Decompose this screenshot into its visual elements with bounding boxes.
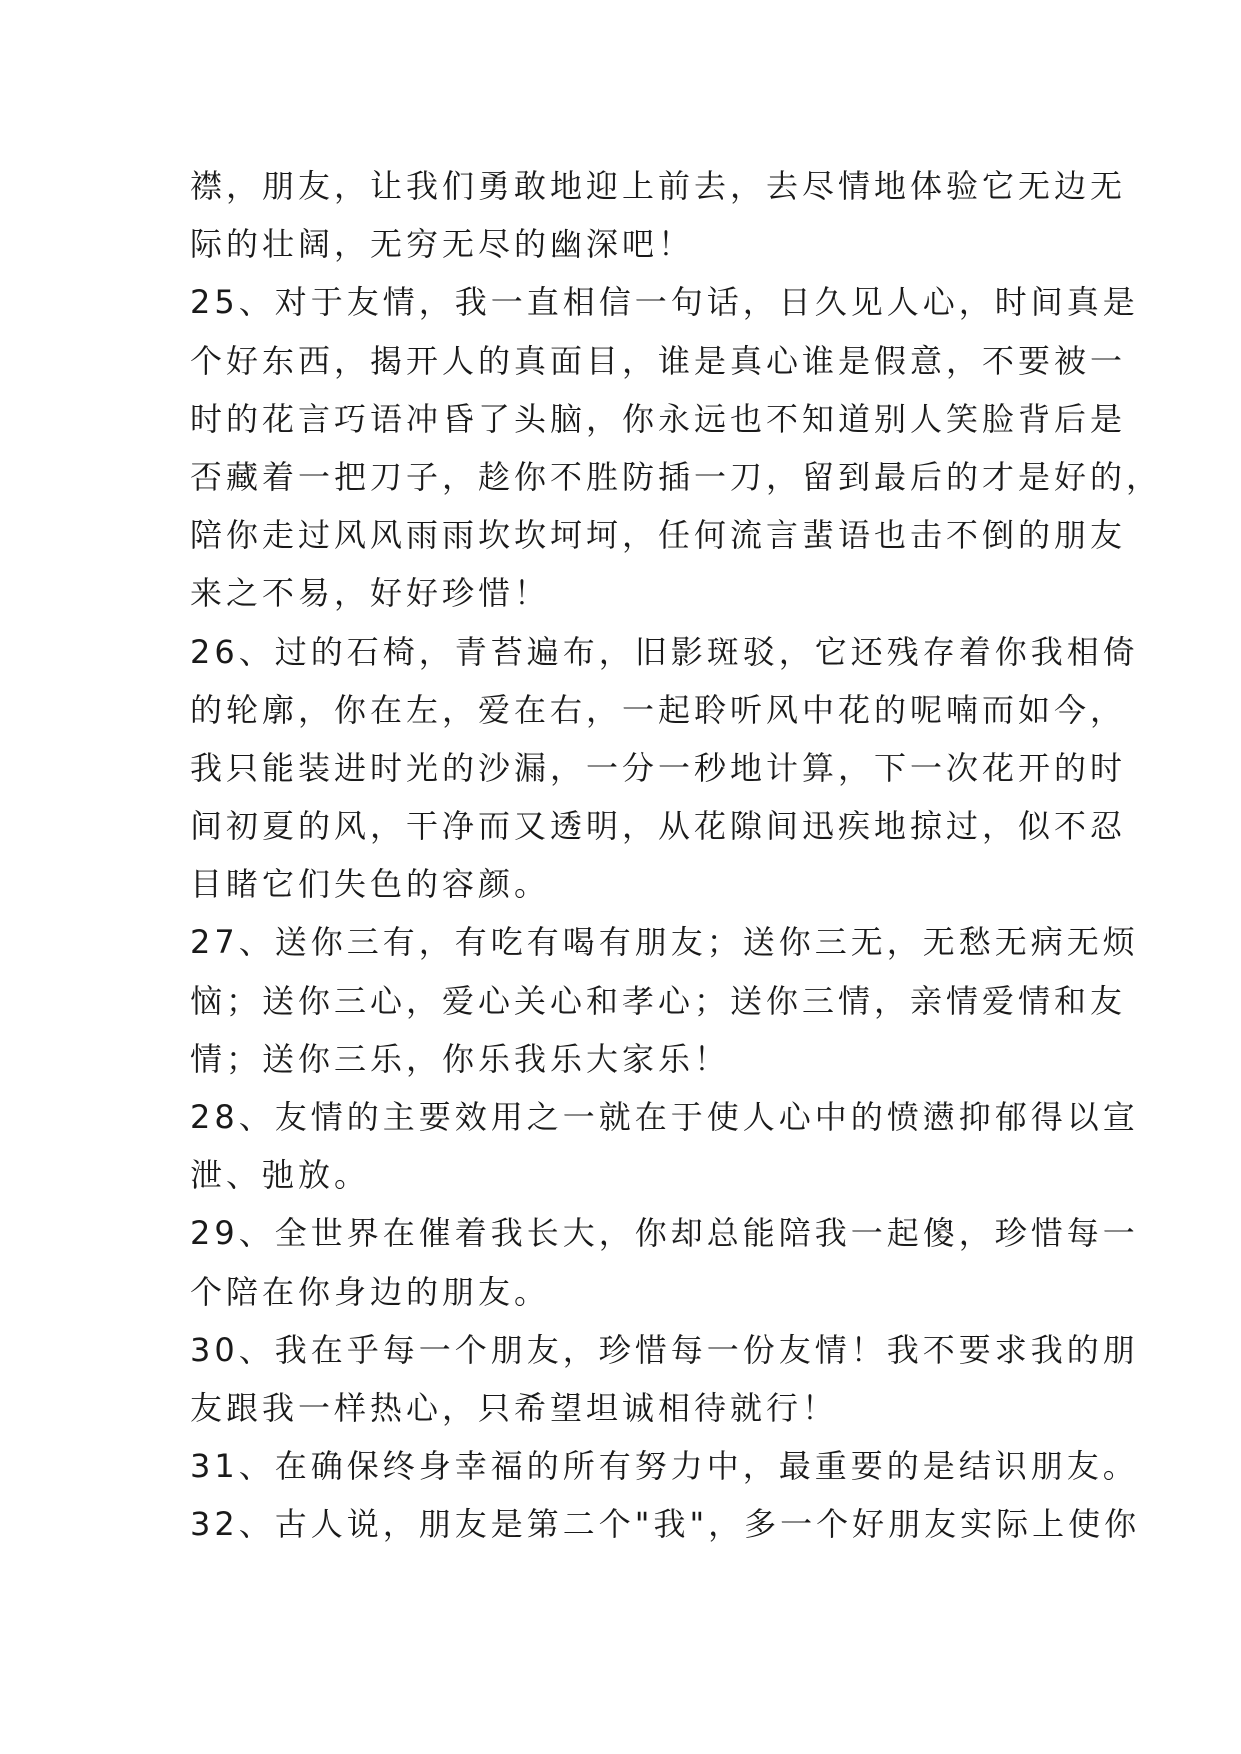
text-line: 29、全世界在催着我长大，你却总能陪我一起傻，珍惜每一	[190, 1214, 1139, 1253]
text-line: 目睹它们失色的容颜。	[190, 865, 551, 904]
document-body	[190, 157, 1163, 1554]
text-line: 个好东西，揭开人的真面目，谁是真心谁是假意，不要被一	[190, 341, 1127, 380]
text-line: 际的壮阔，无穷无尽的幽深吧！	[190, 225, 695, 264]
text-line: 32、古人说，朋友是第二个"我"，多一个好朋友实际上使你	[190, 1505, 1141, 1544]
text-line: 31、在确保终身幸福的所有努力中，最重要的是结识朋友。	[190, 1447, 1139, 1486]
text-line: 个陪在你身边的朋友。	[190, 1272, 551, 1311]
text-line: 28、友情的主要效用之一就在于使人心中的愤懑抑郁得以宣	[190, 1098, 1139, 1136]
text-line: 否藏着一把刀子，趁你不胜防插一刀，留到最后的才是好的，	[190, 457, 1163, 496]
text-line: 恼；送你三心，爱心关心和孝心；送你三情，亲情爱情和友	[190, 981, 1127, 1020]
text-line: 间初夏的风，干净而又透明，从花隙间迅疾地掠过，似不忍	[190, 807, 1127, 846]
text-line: 时的花言巧语冲昏了头脑，你永远也不知道别人笑脸背后是	[190, 399, 1127, 438]
text-line: 泄、弛放。	[190, 1156, 371, 1195]
text-line: 我只能装进时光的沙漏，一分一秒地计算，下一次花开的时	[190, 748, 1127, 787]
text-line: 的轮廓，你在左，爱在右，一起聆听风中花的呢喃而如今，	[190, 690, 1127, 729]
text-line: 友跟我一样热心，只希望坦诚相待就行！	[190, 1388, 839, 1427]
text-line: 27、送你三有，有吃有喝有朋友；送你三无，无愁无病无烦	[190, 923, 1139, 962]
text-line: 襟，朋友，让我们勇敢地迎上前去，去尽情地体验它无边无	[190, 167, 1127, 205]
text-line: 26、过的石椅，青苔遍布，旧影斑驳，它还残存着你我相倚	[190, 632, 1139, 671]
text-line: 情；送你三乐，你乐我乐大家乐！	[190, 1039, 731, 1078]
text-line: 来之不易，好好珍惜！	[190, 574, 551, 613]
text-line: 30、我在乎每一个朋友，珍惜每一份友情！我不要求我的朋	[190, 1330, 1139, 1369]
text-line: 陪你走过风风雨雨坎坎坷坷，任何流言蜚语也击不倒的朋友	[190, 516, 1127, 555]
text-line: 25、对于友情，我一直相信一句话，日久见人心，时间真是	[190, 283, 1139, 322]
